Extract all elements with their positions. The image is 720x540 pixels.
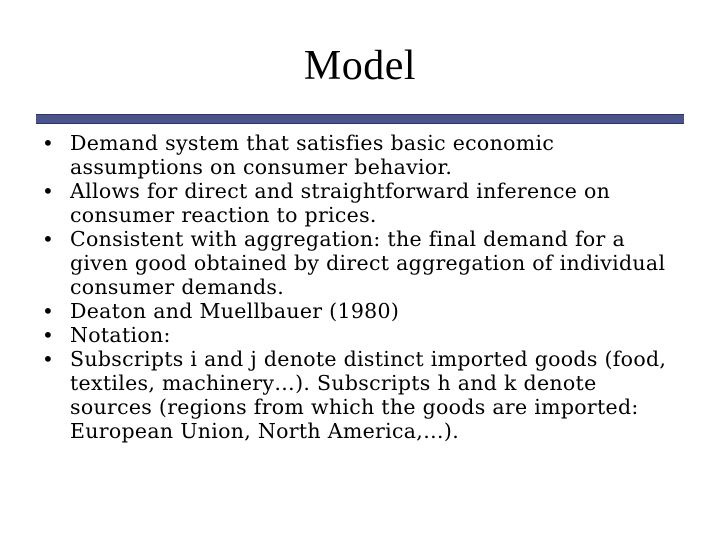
bullet-item-aggregation: [42, 227, 682, 299]
bullet-item-demand-system: [42, 131, 682, 179]
title-divider: [36, 114, 684, 124]
bullet-item-citation: [42, 299, 682, 323]
bullet-text: Demand system that satisfies basic economic assumptions on consumer behavior.: [70, 131, 555, 179]
bullet-dot-icon: •: [42, 323, 55, 347]
slide-title: Model: [303, 43, 417, 89]
bullet-list: [42, 131, 682, 443]
bullet-dot-icon: •: [42, 179, 55, 203]
bullet-text: Subscripts i and j denote distinct imported goods (food, textiles, machinery…). Subscripts h and k denote sources (regions from which the goods are imported: European Union, North America,…).: [70, 347, 667, 443]
bullet-text: Allows for direct and straightforward inference on consumer reaction to prices.: [70, 179, 611, 227]
bullet-dot-icon: •: [42, 227, 55, 251]
bullet-item-subscripts: [42, 347, 682, 443]
bullet-dot-icon: •: [42, 299, 55, 323]
bullet-dot-icon: •: [42, 131, 55, 155]
bullet-item-notation: [42, 323, 682, 347]
bullet-text: Consistent with aggregation: the final demand for a given good obtained by direct aggregation of individual consumer demands.: [70, 227, 666, 299]
bullet-text: Deaton and Muellbauer (1980): [70, 299, 400, 323]
bullet-text: Notation:: [70, 323, 171, 347]
bullet-item-inference: [42, 179, 682, 227]
bullet-dot-icon: •: [42, 347, 55, 371]
